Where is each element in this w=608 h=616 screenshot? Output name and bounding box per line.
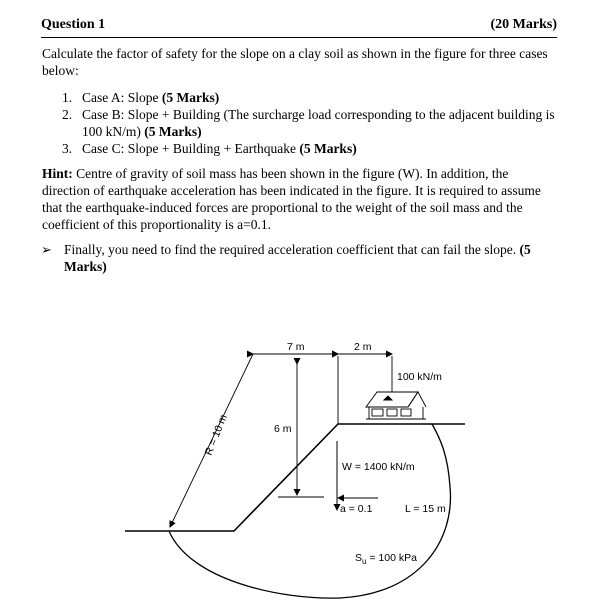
radius-label: R = 10 m <box>202 412 230 458</box>
load-label: 100 kN/m <box>397 371 442 383</box>
arrow-bullet-icon: ➢ <box>41 242 52 257</box>
case-text: Case B: Slope + Building (The surcharge load corresponding to the adjacent building is 100 kN/m) <box>82 107 555 139</box>
final-marks: (5 Marks) <box>64 242 531 274</box>
final-text: Finally, you need to find the required acceleration coefficient that can fail the slope. <box>64 242 520 257</box>
case-number: 3. <box>62 141 73 156</box>
arc-length-label: L = 15 m <box>405 503 446 515</box>
dim-label-6m: 6 m <box>274 423 292 435</box>
case-text: Case C: Slope + Building + Earthquake <box>82 141 300 156</box>
su-value: = 100 kPa <box>366 552 417 564</box>
case-marks: (5 Marks) <box>144 124 202 139</box>
case-number: 1. <box>62 90 73 105</box>
building-icon <box>366 392 426 419</box>
dim-label-7m: 7 m <box>287 341 305 353</box>
question-title: Question 1 <box>41 17 106 32</box>
question-marks: (20 Marks) <box>490 17 557 32</box>
case-marks: (5 Marks) <box>161 90 220 105</box>
case-marks: (5 Marks) <box>299 141 357 156</box>
dim-label-2m: 2 m <box>354 341 372 353</box>
hint-text: Centre of gravity of soil mass has been shown in the figure (W). In addition, the direction of earthquake acceleration has been indicated in the figure. It is required to assume that the earthquake-induced forces are proportional to the weight of the soil mass and the coefficient of this proportionality is a=0.1. <box>42 166 541 232</box>
case-number: 2. <box>62 107 73 122</box>
su-symbol: S <box>355 552 363 564</box>
hint-label: Hint: <box>42 166 73 181</box>
su-label <box>355 552 417 566</box>
case-text: Case A: Slope <box>82 90 162 105</box>
weight-label: W = 1400 kN/m <box>342 461 415 473</box>
intro-text: Calculate the factor of safety for the slope on a clay soil as shown in the figure for three cases below: <box>42 46 548 78</box>
su-subscript: u <box>362 557 367 566</box>
accel-label: a = 0.1 <box>340 503 373 515</box>
